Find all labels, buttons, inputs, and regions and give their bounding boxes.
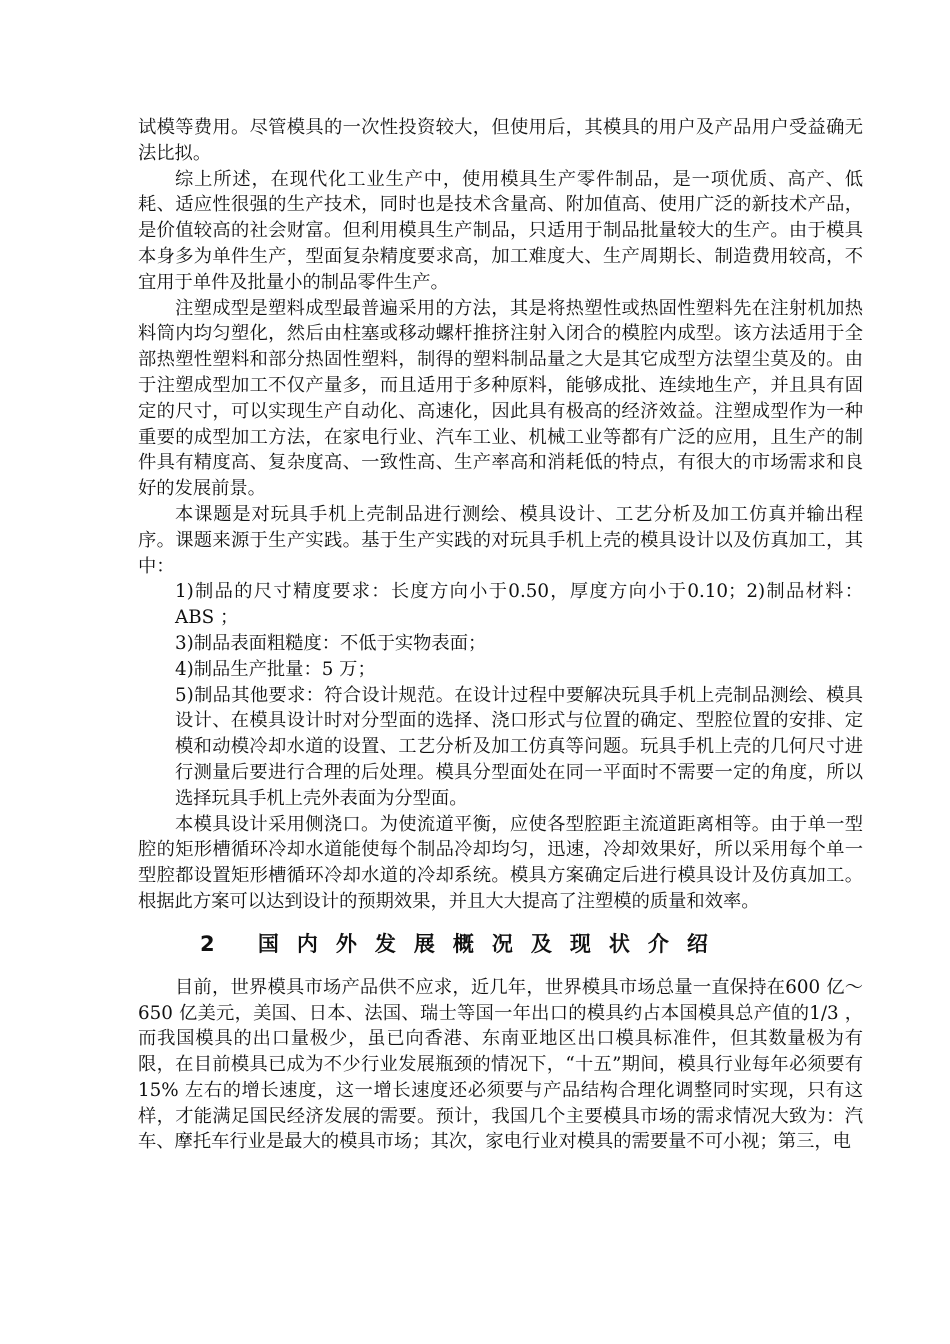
paragraph-injection-molding: 注塑成型是塑料成型最普遍采用的方法，其是将热塑性或热固性塑料先在注射机加热料筒内均匀塑化，然后由柱塞或移动螺杆推挤注射入闭合的模腔内成型。该方法适用于全部热塑性塑料和部分热固性塑料，制得的塑料制品量之大是其它成型方法望尘莫及的。由于注塑成型加工不仅产量多，而且适用于多种原料，能够成批、连续地生产，并且具有固定的尺寸，可以实现生产自动化、高速化，因此具有极高的经济效益。注塑成型作为一种重要的成型加工方法，在家电行业、汽车工业、机械工业等都有广泛的应用，且生产的制件具有精度高、复杂度高、一致性高、生产率高和消耗低的特点，有很大的市场需求和良好的发展前景。 [138, 297, 863, 500]
list-item: 4)制品生产批量：5 万； [175, 658, 376, 680]
paragraph-summary: 综上所述，在现代化工业生产中，使用模具生产零件制品，是一项优质、高产、低耗、适应性很强的生产技术，同时也是技术含量高、附加值高、使用广泛的新技术产品，是价值较高的社会财富。但利用模具生产制品，只适用于制品批量较大的生产。由于模具本身多为单件生产，型面复杂精度要求高，加工难度大、生产周期长、制造费用较高，不宜用于单件及批量小的制品零件生产。 [138, 168, 863, 293]
requirements-list [138, 579, 863, 811]
paragraph-market: 目前，世界模具市场产品供不应求，近几年，世界模具市场总量一直保持在600 亿～650 亿美元，美国、日本、法国、瑞士等国一年出口的模具约占本国模具总产值的1/3 ，而我国模具的出口量极少，虽已向香港、东南亚地区出口模具标准件，但其数量极为有限，在目前模具已成为不少行业发展瓶颈的情况下，“十五”期间，模具行业每年必须要有15% 左右的增长速度，这一增长速度还必须要与产品结构合理化调整同时实现，只有这样，才能满足国民经济发展的需要。预计，我国几个主要模具市场的需求情况大致为：汽车、摩托车行业是最大的模具市场；其次，家电行业对模具的需要量不可小视；第三，电 [138, 976, 863, 1153]
list-item: 3)制品表面粗糙度：不低于实物表面； [175, 632, 487, 654]
paragraph-continuation: 试模等费用。尽管模具的一次性投资较大，但使用后，其模具的用户及产品用户受益确无法比拟。 [138, 117, 863, 164]
paragraph-topic: 本课题是对玩具手机上壳制品进行测绘、模具设计、工艺分析及加工仿真并输出程序。课题来源于生产实践。基于生产实践的对玩具手机上壳的模具设计以及仿真加工，其中： [138, 503, 863, 577]
body-text [138, 115, 863, 1155]
list-item: 5)制品其他要求：符合设计规范。在设计过程中要解决玩具手机上壳制品测绘、模具设计、在模具设计时对分型面的选择、浇口形式与位置的确定、型腔位置的安排、定模和动模冷却水道的设置、工艺分析及加工仿真等问题。玩具手机上壳的几何尺寸进行测量后要进行合理的后处理。模具分型面处在同一平面时不需要一定的角度，所以选择玩具手机上壳外表面为分型面。 [175, 684, 863, 809]
paragraph-gate-design: 本模具设计采用侧浇口。为使流道平衡，应使各型腔距主流道距离相等。由于单一型腔的矩形槽循环冷却水道能使每个制品冷却均匀，迅速，冷却效果好，所以采用每个单一型腔都设置矩形槽循环冷却水道的冷却系统。模具方案确定后进行模具设计及仿真加工。根据此方案可以达到设计的预期效果，并且大大提高了注塑模的质量和效率。 [138, 813, 863, 912]
section-heading: 2 国内外发展概况及现状介绍 [200, 931, 726, 956]
list-item: 1)制品的尺寸精度要求：长度方向小于0.50，厚度方向小于0.10；2)制品材料：ABS ； [175, 581, 863, 629]
